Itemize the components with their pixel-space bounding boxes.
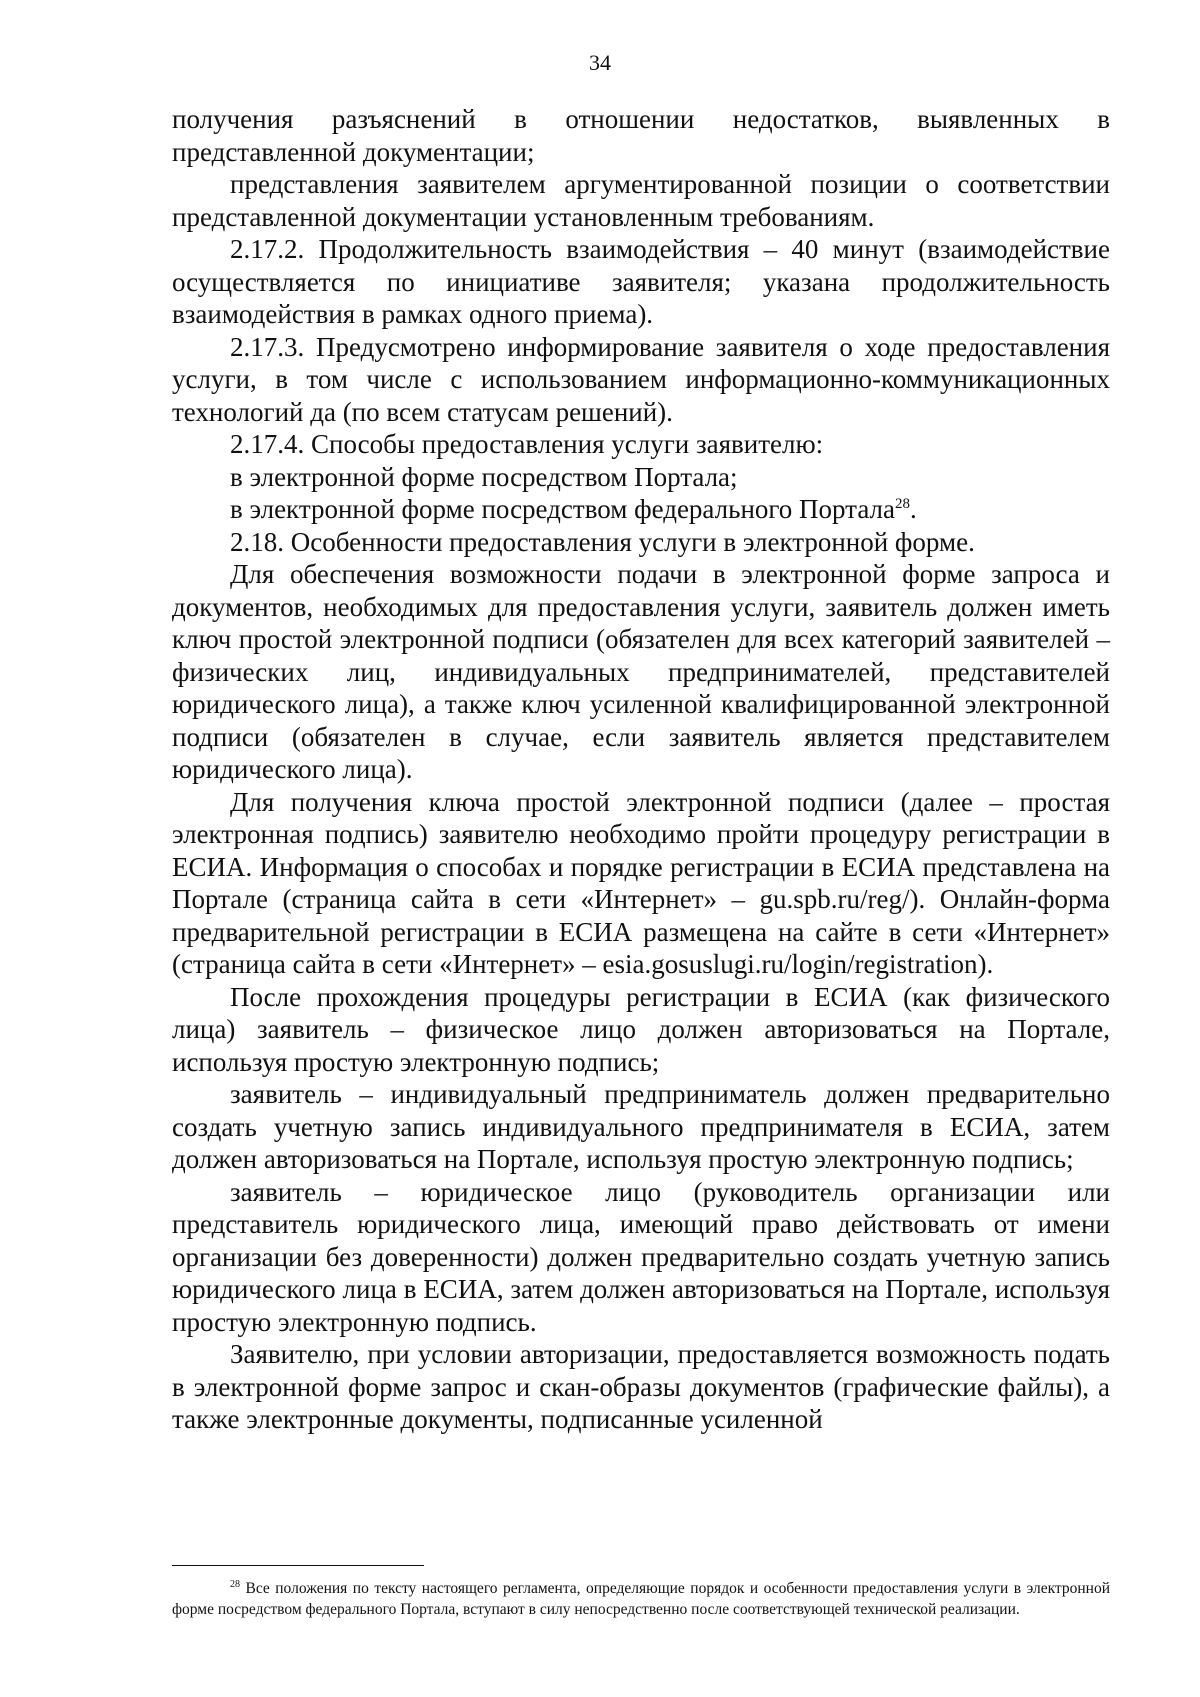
paragraph-7 — [172, 493, 1110, 526]
paragraph-5: 2.17.4. Способы предоставления услуги заявителю: — [230, 429, 824, 459]
paragraph-7-text: в электронной форме посредством федерального Портала — [230, 494, 895, 524]
paragraph-12: заявитель – индивидуальный предприниматель должен предварительно создать учетную запись индивидуального предпринимателя в ЕСИА, затем должен авторизоваться на Портале, используя простую электронную подпись; — [172, 1079, 1110, 1174]
footnote-reference-suffix: . — [910, 494, 917, 524]
paragraph-9: Для обеспечения возможности подачи в электронной форме запроса и документов, необходимых для предоставления услуги, заявитель должен иметь ключ простой электронной подписи (обязателен для всех категорий заявителей – физических лиц, индивидуальных предпринимателей, представителей юридического лица), а также ключ усиленной квалифицированной электронной подписи (обязателен в случае, если заявитель является представителем юридического лица). — [172, 559, 1110, 784]
body-text — [172, 103, 1110, 1436]
footnote — [172, 1578, 1110, 1620]
paragraph-10: Для получения ключа простой электронной подписи (далее – простая электронная подпись) заявителю необходимо пройти процедуру регистрации в ЕСИА. Информация о способах и порядке регистрации в ЕСИА представлена на Портале (страница сайта в сети «Интернет» – gu.spb.ru/reg/). Онлайн-форма предварительной регистрации в ЕСИА размещена на сайте в сети «Интернет» (страница сайта в сети «Интернет» – esia.gosuslugi.ru/login/registration). — [172, 786, 1110, 979]
paragraph-6: в электронной форме посредством Портала; — [230, 461, 738, 492]
footnote-divider — [172, 1565, 424, 1566]
page-number: 34 — [589, 50, 611, 75]
paragraph-1: получения разъяснений в отношении недостатков, выявленных в представленной документации; — [172, 104, 1110, 167]
footnote-reference: 28 — [895, 496, 910, 512]
footnote-marker: 28 — [230, 1578, 240, 1590]
paragraph-8: 2.18. Особенности предоставления услуги в электронной форме. — [230, 526, 975, 557]
paragraph-13: заявитель – юридическое лицо (руководитель организации или представитель юридического лица, имеющий право действовать от имени организации без доверенности) должен предварительно создать учетную запись юридического лица в ЕСИА, затем должен авторизоваться на Портале, используя простую электронную подпись. — [172, 1176, 1110, 1337]
footnote-text: Все положения по тексту настоящего регламента, определяющие порядок и особенности предоставления услуги в электронной форме посредством федерального Портала, вступают в силу непосредственно после соответствующей технической реализации. — [172, 1580, 1110, 1618]
paragraph-14: Заявителю, при условии авторизации, предоставляется возможность подать в электронной форме запрос и скан-образы документов (графические файлы), а также электронные документы, подписанные усиленной — [172, 1339, 1110, 1434]
paragraph-11: После прохождения процедуры регистрации в ЕСИА (как физического лица) заявитель – физическое лицо должен авторизоваться на Портале, используя простую электронную подпись; — [172, 981, 1110, 1077]
paragraph-2: представления заявителем аргументированной позиции о соответствии представленной документации установленным требованиям. — [172, 169, 1110, 232]
paragraph-3: 2.17.2. Продолжительность взаимодействия – 40 минут (взаимодействие осуществляется по инициативе заявителя; указана продолжительность взаимодействия в рамках одного приема). — [172, 234, 1110, 329]
paragraph-4: 2.17.3. Предусмотрено информирование заявителя о ходе предоставления услуги, в том числе с использованием информационно-коммуникационных технологий да (по всем статусам решений). — [172, 331, 1110, 427]
